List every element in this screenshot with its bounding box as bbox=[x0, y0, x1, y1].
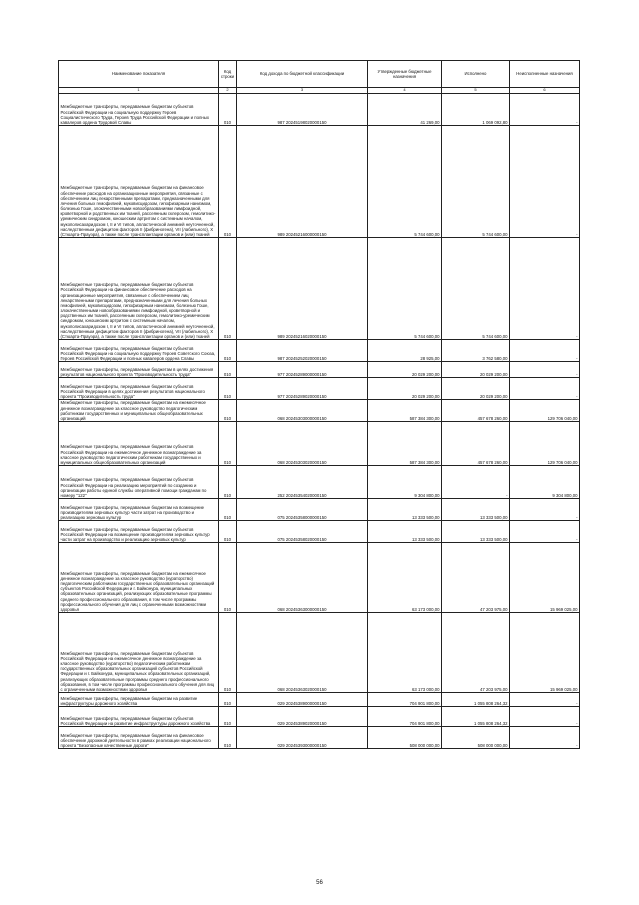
row-unexecuted: - bbox=[510, 707, 580, 727]
table-row bbox=[59, 238, 580, 340]
table-row bbox=[59, 543, 580, 613]
header-row bbox=[59, 61, 580, 88]
row-income-code: 029 20245389020000150 bbox=[237, 707, 368, 727]
row-approved: 587 384 300,00 bbox=[368, 422, 442, 466]
row-name: Межбюджетные трансферты, передаваемые бюджетам субъектов Российской Федерации на развитие инфраструктуры дорожного хозяйства bbox=[59, 707, 219, 727]
table-row bbox=[59, 466, 580, 499]
row-unexecuted: 15 969 025,00 bbox=[510, 543, 580, 613]
row-approved: 20 029 200,00 bbox=[368, 378, 442, 400]
row-unexecuted: 15 969 025,00 bbox=[510, 613, 580, 693]
row-approved: 508 000 000,00 bbox=[368, 727, 442, 749]
table-row bbox=[59, 400, 580, 422]
row-line-code: 010 bbox=[219, 499, 237, 521]
row-approved: 13 333 500,00 bbox=[368, 521, 442, 543]
row-name: Межбюджетные трансферты, передаваемые бюджетам субъектов Российской Федерации в целях достижения результатов национального проекта "Производительность труда" bbox=[59, 378, 219, 400]
row-line-code: 010 bbox=[219, 340, 237, 362]
row-unexecuted: - bbox=[510, 378, 580, 400]
header-line-code: Код строки bbox=[219, 61, 237, 88]
table-row bbox=[59, 521, 580, 543]
header-executed: Исполнено bbox=[442, 61, 510, 88]
row-executed: 1 069 092,80 bbox=[442, 94, 510, 126]
row-income-code: 977 20245289000000150 bbox=[237, 362, 368, 378]
header-name: Наименование показателя bbox=[59, 61, 219, 88]
row-line-code: 010 bbox=[219, 521, 237, 543]
row-name: Межбюджетные трансферты, передаваемые бюджетам на ежемесячное денежное вознаграждение за классное руководство педагогическим работникам государственных и муниципальных общеобразовательных организаций bbox=[59, 400, 219, 422]
report-table bbox=[58, 60, 580, 749]
row-executed: 1 055 808 264,32 bbox=[442, 707, 510, 727]
row-line-code: 010 bbox=[219, 422, 237, 466]
row-executed: 457 678 260,00 bbox=[442, 400, 510, 422]
row-approved: 28 925,00 bbox=[368, 340, 442, 362]
table-row bbox=[59, 362, 580, 378]
row-executed: 3 762 580,00 bbox=[442, 340, 510, 362]
row-unexecuted: - bbox=[510, 126, 580, 238]
header-approved: Утвержденные бюджетные назначения bbox=[368, 61, 442, 88]
row-unexecuted: 129 706 040,00 bbox=[510, 422, 580, 466]
row-name: Межбюджетные трансферты, передаваемые бюджетам субъектов Российской Федерации на ежемесячное денежное вознаграждение за классное руководство (кураторство) педагогическим работникам государственных образовательных организаций субъектов Российской Федерации и г. Байконура, муниципальных образовательных организаций, реализующих образовательные программы среднего профессионального образования, в том числе программы профессионального обучения для лиц с ограниченными возможностями здоровья bbox=[59, 613, 219, 693]
column-number: 3 bbox=[237, 88, 368, 94]
row-executed: 13 333 500,00 bbox=[442, 521, 510, 543]
row-income-code: 987 20245252020000150 bbox=[237, 340, 368, 362]
table-row bbox=[59, 613, 580, 693]
row-approved: 20 029 200,00 bbox=[368, 362, 442, 378]
row-line-code: 010 bbox=[219, 693, 237, 707]
row-name: Межбюджетные трансферты, передаваемые бюджетам на ежемесячное денежное вознаграждение за классное руководство (кураторство) педагогическим работникам государственных образовательных организаций субъектов Российской Федерации и г. Байконура, муниципальных образовательных организаций, реализующих образовательные программы среднего профессионального образования, в том числе программы профессионального обучения для лиц с ограниченными возможностями здоровья bbox=[59, 543, 219, 613]
row-unexecuted: - bbox=[510, 362, 580, 378]
row-line-code: 010 bbox=[219, 400, 237, 422]
row-executed: 13 333 500,00 bbox=[442, 499, 510, 521]
row-executed: 5 744 600,00 bbox=[442, 126, 510, 238]
table-row bbox=[59, 499, 580, 521]
table-row bbox=[59, 94, 580, 126]
row-unexecuted: - bbox=[510, 94, 580, 126]
row-income-code: 075 20245358000000150 bbox=[237, 499, 368, 521]
row-approved: 5 744 600,00 bbox=[368, 238, 442, 340]
row-income-code: 068 20245363000000150 bbox=[237, 543, 368, 613]
row-line-code: 010 bbox=[219, 543, 237, 613]
row-income-code: 252 20245354020000150 bbox=[237, 466, 368, 499]
row-unexecuted: - bbox=[510, 238, 580, 340]
row-executed: 508 000 000,00 bbox=[442, 727, 510, 749]
column-number: 6 bbox=[510, 88, 580, 94]
row-unexecuted: - bbox=[510, 499, 580, 521]
row-unexecuted: - bbox=[510, 727, 580, 749]
row-approved: 63 173 000,00 bbox=[368, 613, 442, 693]
row-approved: 5 744 600,00 bbox=[368, 126, 442, 238]
row-line-code: 010 bbox=[219, 466, 237, 499]
row-name: Межбюджетные трансферты, передаваемые бюджетам в целях достижения результатов национального проекта "Производительность труда" bbox=[59, 362, 219, 378]
row-executed: 47 203 975,00 bbox=[442, 543, 510, 613]
table-row bbox=[59, 126, 580, 238]
row-line-code: 010 bbox=[219, 378, 237, 400]
row-income-code: 029 20245393000000150 bbox=[237, 727, 368, 749]
table-row bbox=[59, 707, 580, 727]
page-number: 56 bbox=[316, 880, 323, 886]
row-income-code: 977 20245289020000150 bbox=[237, 378, 368, 400]
row-executed: 20 029 200,00 bbox=[442, 378, 510, 400]
row-executed: 20 029 200,00 bbox=[442, 362, 510, 378]
row-name: Межбюджетные трансферты, передаваемые бюджетам субъектов Российской Федерации на возмещение производителям зерновых культур части затрат на производство и реализацию зерновых культур bbox=[59, 521, 219, 543]
row-unexecuted: 129 706 040,00 bbox=[510, 400, 580, 422]
table-row bbox=[59, 340, 580, 362]
row-name: Межбюджетные трансферты, передаваемые бюджетам субъектов Российской Федерации на финансовое обеспечение расходов на организационные мероприятия, связанные с обеспечением лиц лекарственными препаратами, предназначенными для лечения больных гемофилией, муковисцидозом, гипофизарным нанизмом, болезнью Гоше, злокачественными новообразованиями лимфоидной, кроветворной и родственных им тканей, рассеянным склерозом, гемолитико-уремическим синдромом, юношеским артритом с системным началом, мукополисахаридозом I, II и VI типов, апластической анемией неуточненной, наследственным дефицитом факторов II (фибриногена), VII (лабильного), X (Стюарта-Прауэра), а также после трансплантации органов и (или) тканей bbox=[59, 238, 219, 340]
row-executed: 5 744 600,00 bbox=[442, 238, 510, 340]
row-unexecuted: 9 304 800,00 bbox=[510, 466, 580, 499]
row-name: Межбюджетные трансферты, передаваемые бюджетам на возмещение производителям зерновых культур части затрат на производство и реализацию зерновых культур bbox=[59, 499, 219, 521]
row-line-code: 010 bbox=[219, 727, 237, 749]
table-row bbox=[59, 693, 580, 707]
row-approved: 704 901 800,00 bbox=[368, 693, 442, 707]
row-name: Межбюджетные трансферты, передаваемые бюджетам субъектов Российской Федерации на социальную поддержку Героев Советского Союза, Героев Российской Федерации и полных кавалеров ордена Славы bbox=[59, 340, 219, 362]
row-line-code: 010 bbox=[219, 238, 237, 340]
row-name: Межбюджетные трансферты, передаваемые бюджетам на развитие инфраструктуры дорожного хозяйства bbox=[59, 693, 219, 707]
row-line-code: 010 bbox=[219, 126, 237, 238]
row-line-code: 010 bbox=[219, 613, 237, 693]
row-approved: 13 333 500,00 bbox=[368, 499, 442, 521]
row-name: Межбюджетные трансферты, передаваемые бюджетам субъектов Российской Федерации на социальную поддержку Героев Социалистического Труда, Героев Труда Российской Федерации и полных кавалеров ордена Трудовой Славы bbox=[59, 94, 219, 126]
row-name: Межбюджетные трансферты, передаваемые бюджетам субъектов Российской Федерации на реализацию мероприятий по созданию и организации работы единой службы оперативной помощи гражданам по номеру "122" bbox=[59, 466, 219, 499]
row-income-code: 075 20245358020000150 bbox=[237, 521, 368, 543]
row-name: Межбюджетные трансферты, передаваемые бюджетам на финансовое обеспечение дорожной деятельности в рамках реализации национального проекта "Безопасные качественные дороги" bbox=[59, 727, 219, 749]
row-income-code: 068 20245363020000150 bbox=[237, 613, 368, 693]
row-line-code: 010 bbox=[219, 707, 237, 727]
table-row bbox=[59, 422, 580, 466]
column-number: 5 bbox=[442, 88, 510, 94]
row-unexecuted: - bbox=[510, 340, 580, 362]
row-income-code: 068 20245303020000150 bbox=[237, 422, 368, 466]
column-number: 4 bbox=[368, 88, 442, 94]
row-approved: 41 269,00 bbox=[368, 94, 442, 126]
row-executed: 457 678 260,00 bbox=[442, 422, 510, 466]
row-unexecuted: - bbox=[510, 693, 580, 707]
row-income-code: 989 20245216020000150 bbox=[237, 238, 368, 340]
row-income-code: 987 20245198020000150 bbox=[237, 94, 368, 126]
row-executed: - bbox=[442, 466, 510, 499]
table-row bbox=[59, 378, 580, 400]
row-approved: 587 384 300,00 bbox=[368, 400, 442, 422]
table-row bbox=[59, 727, 580, 749]
row-approved: 704 901 800,00 bbox=[368, 707, 442, 727]
column-number: 1 bbox=[59, 88, 219, 94]
row-executed: 47 203 975,00 bbox=[442, 613, 510, 693]
row-income-code: 989 20245216000000150 bbox=[237, 126, 368, 238]
row-approved: 63 173 000,00 bbox=[368, 543, 442, 613]
row-unexecuted: - bbox=[510, 521, 580, 543]
row-approved: 9 304 800,00 bbox=[368, 466, 442, 499]
row-line-code: 010 bbox=[219, 94, 237, 126]
row-name: Межбюджетные трансферты, передаваемые бюджетам на финансовое обеспечение расходов на организационные мероприятия, связанные с обеспечением лиц лекарственными препаратами, предназначенными для лечения больных гемофилией, муковисцидозом, гипофизарным нанизмом, болезнью Гоше, злокачественными новообразованиями лимфоидной, кроветворной и родственных им тканей, рассеянным склерозом, гемолитико-уремическим синдромом, юношеским артритом с системным началом, мукополисахаридозом I, II и VI типов, апластической анемией неуточненной, наследственным дефицитом факторов II (фибриногена), VII (лабильного), X (Стюарта-Прауэра), а также после трансплантации органов и (или) тканей bbox=[59, 126, 219, 238]
row-name: Межбюджетные трансферты, передаваемые бюджетам субъектов Российской Федерации на ежемесячное денежное вознаграждение за классное руководство педагогическим работникам государственных и муниципальных общеобразовательных организаций bbox=[59, 422, 219, 466]
row-executed: 1 055 808 264,32 bbox=[442, 693, 510, 707]
row-line-code: 010 bbox=[219, 362, 237, 378]
header-income-code: Код дохода по бюджетной классификации bbox=[237, 61, 368, 88]
row-income-code: 029 20245389000000150 bbox=[237, 693, 368, 707]
row-income-code: 068 20245303000000150 bbox=[237, 400, 368, 422]
column-number: 2 bbox=[219, 88, 237, 94]
table-body bbox=[59, 94, 580, 749]
header-unexecuted: Неисполненные назначения bbox=[510, 61, 580, 88]
